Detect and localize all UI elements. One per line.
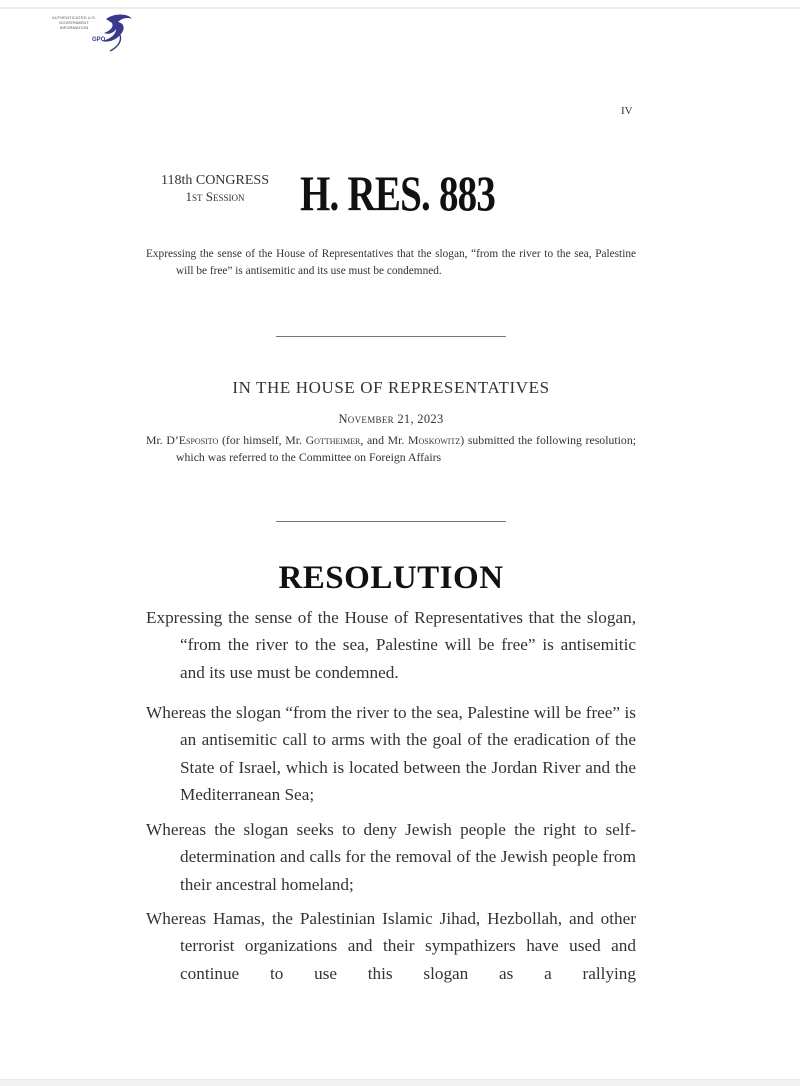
whereas-clause: Whereas the slogan seeks to deny Jewish people the right to self-determination and calls for the removal of the Jewish people from their ancestral homeland;	[146, 820, 636, 894]
resolution-paragraph: Expressing the sense of the House of Representatives that the slogan, “from the river to the sea, Palestine will be free” is antisemitic and its use must be condemned.	[146, 608, 636, 682]
chamber-heading: IN THE HOUSE OF REPRESENTATIVES	[232, 378, 550, 397]
sponsor-statement	[146, 432, 636, 466]
document-version-label: IV	[621, 105, 633, 117]
divider-rule	[276, 521, 506, 522]
resolution-heading: RESOLUTION	[278, 560, 504, 596]
cosponsor-name: Gottheimer	[305, 433, 361, 447]
gpo-authentication-seal	[48, 13, 138, 55]
sponsor-suffix: ) submitted the following resolution; which was referred to the Committee on Foreign Affairs	[176, 433, 637, 464]
seal-abbr: GPO	[92, 37, 106, 43]
congress-session-block	[145, 172, 285, 204]
eagle-icon	[98, 13, 136, 55]
sponsor-middle: , and Mr.	[360, 433, 408, 447]
introduction-date: November 21, 2023	[338, 412, 444, 426]
congress-label: 118th CONGRESS	[160, 173, 269, 188]
viewer-top-edge	[0, 0, 800, 9]
sponsor-name: D’Esposito	[166, 433, 219, 447]
short-title: Expressing the sense of the House of Representatives that the slogan, “from the river to the sea, Palestine will be free” is antisemitic and its use must be condemned.	[146, 248, 636, 277]
whereas-clause: Whereas the slogan “from the river to the sea, Palestine will be free” is an antisemitic call to arms with the goal of the eradication of the State of Israel, which is located between the Jordan River and the Mediterranean Sea;	[146, 703, 636, 805]
cosponsor-name: Moskowitz	[407, 433, 461, 447]
session-label: 1st Session	[185, 189, 245, 204]
divider-rule	[276, 336, 506, 337]
sponsor-prefix: Mr.	[146, 433, 167, 447]
seal-text: AUTHENTICATED U.S. GOVERNMENT INFORMATION	[52, 15, 96, 30]
bill-number: H. RES. 883	[300, 165, 496, 221]
whereas-clause: Whereas Hamas, the Palestinian Islamic Jihad, Hezbollah, and other terrorist organizations and their sympathizers have used and continue to use this slogan as a rallying	[146, 909, 636, 983]
sponsor-middle: (for himself, Mr.	[218, 433, 306, 447]
